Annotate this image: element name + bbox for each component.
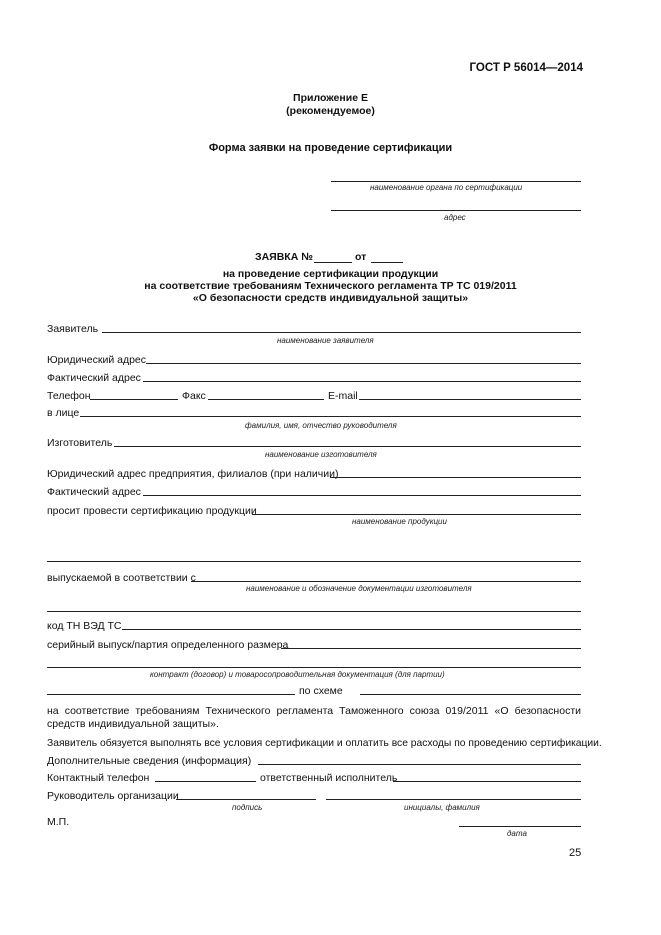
initials-line[interactable] [326, 799, 581, 800]
in-person-caption: фамилия, имя, отчество руководителя [245, 421, 397, 430]
address-caption: адрес [444, 213, 466, 222]
applicant-caption: наименование заявителя [277, 336, 374, 345]
serial-batch-label: серийный выпуск/партия определенного размера [47, 639, 289, 651]
phone-label: Телефон [47, 390, 91, 402]
obligation-text: Заявитель обязуется выполнять все условия сертификации и оплатить все расходы по проведению сертификации. [47, 738, 602, 749]
request-line-2: на соответствие требованиям Технического регламента ТР ТС 019/2011 [144, 280, 517, 292]
applicant-label: Заявитель [47, 323, 99, 335]
seal-label: М.П. [47, 816, 70, 828]
email-line[interactable] [359, 399, 581, 400]
form-title: Форма заявки на проведение сертификации [208, 142, 453, 154]
produced-caption: наименование и обозначение документации изготовителя [246, 584, 472, 593]
initials-caption: инициалы, фамилия [404, 803, 480, 812]
phone-line[interactable] [90, 399, 178, 400]
legal-address-line[interactable] [146, 363, 581, 364]
actual-address-line[interactable] [143, 381, 581, 382]
manufacturer-actual-address-line[interactable] [143, 495, 581, 496]
by-scheme-label: по схеме [299, 685, 343, 697]
manufacturer-caption: наименование изготовителя [265, 450, 377, 459]
date-line[interactable] [459, 826, 581, 827]
request-line-3: «О безопасности средств индивидуальной защиты» [192, 292, 469, 304]
appendix-title: Приложение Е [293, 92, 368, 104]
contract-caption: контракт (договор) и товаросопроводительная документация (для партии) [150, 670, 445, 679]
conformity-text: на соответствие требованиям Технического регламента Таможенного союза 019/2011 «О безопасности средств индивидуальной защиты». [47, 705, 581, 730]
signature-caption: подпись [232, 803, 263, 812]
serial-batch-line[interactable] [281, 648, 581, 649]
product-caption: наименование продукции [352, 517, 447, 526]
manufacturer-line[interactable] [114, 446, 581, 447]
responsible-line[interactable] [393, 781, 581, 782]
request-date-line[interactable] [371, 262, 403, 263]
appendix-subtitle: (рекомендуемое) [286, 105, 375, 117]
produced-according-line[interactable] [191, 581, 581, 582]
fax-line[interactable] [208, 399, 324, 400]
contact-phone-label: Контактный телефон [47, 772, 150, 784]
responsible-label: ответственный исполнитель [260, 772, 398, 784]
product-line[interactable] [252, 514, 581, 515]
tn-ved-label: код ТН ВЭД ТС [47, 620, 122, 632]
request-date-label: от [355, 251, 367, 263]
request-number-line[interactable] [314, 262, 352, 263]
head-of-org-label: Руководитель организации [47, 790, 179, 802]
document-number: ГОСТ Р 56014—2014 [469, 62, 583, 74]
authority-caption: наименование органа по сертификации [370, 183, 523, 192]
in-person-line[interactable] [80, 416, 581, 417]
request-line-1: на проведение сертификации продукции [222, 268, 439, 280]
documentation-line-2[interactable] [47, 611, 581, 612]
fax-label: Факс [182, 390, 206, 402]
applicant-line[interactable] [102, 332, 581, 333]
additional-info-label: Дополнительные сведения (информация) [47, 755, 252, 767]
date-caption: дата [507, 829, 527, 838]
address-line[interactable] [331, 210, 581, 211]
contract-line[interactable] [47, 667, 581, 668]
tn-ved-line[interactable] [122, 629, 581, 630]
signature-line[interactable] [176, 799, 316, 800]
email-label: E-mail [328, 390, 358, 402]
contact-phone-line[interactable] [155, 781, 256, 782]
scheme-line[interactable] [360, 694, 581, 695]
request-number-label: ЗАЯВКА № [255, 251, 313, 263]
legal-address-label: Юридический адрес [47, 354, 147, 366]
actual-address-label: Фактический адрес [47, 372, 141, 384]
page-number: 25 [569, 847, 582, 859]
manufacturer-label: Изготовитель [47, 437, 113, 449]
scheme-prefix-line[interactable] [47, 694, 295, 695]
additional-info-line[interactable] [258, 764, 581, 765]
manufacturer-actual-address-label: Фактический адрес [47, 486, 141, 498]
manufacturer-legal-address-label: Юридический адрес предприятия, филиалов (при наличии) [47, 468, 339, 480]
product-line-2[interactable] [47, 561, 581, 562]
authority-line[interactable] [331, 181, 581, 182]
in-person-label: в лице [47, 407, 80, 419]
manufacturer-legal-address-line[interactable] [330, 477, 581, 478]
produced-according-label: выпускаемой в соответствии с [47, 572, 196, 584]
request-certification-label: просит провести сертификацию продукции [47, 505, 257, 517]
